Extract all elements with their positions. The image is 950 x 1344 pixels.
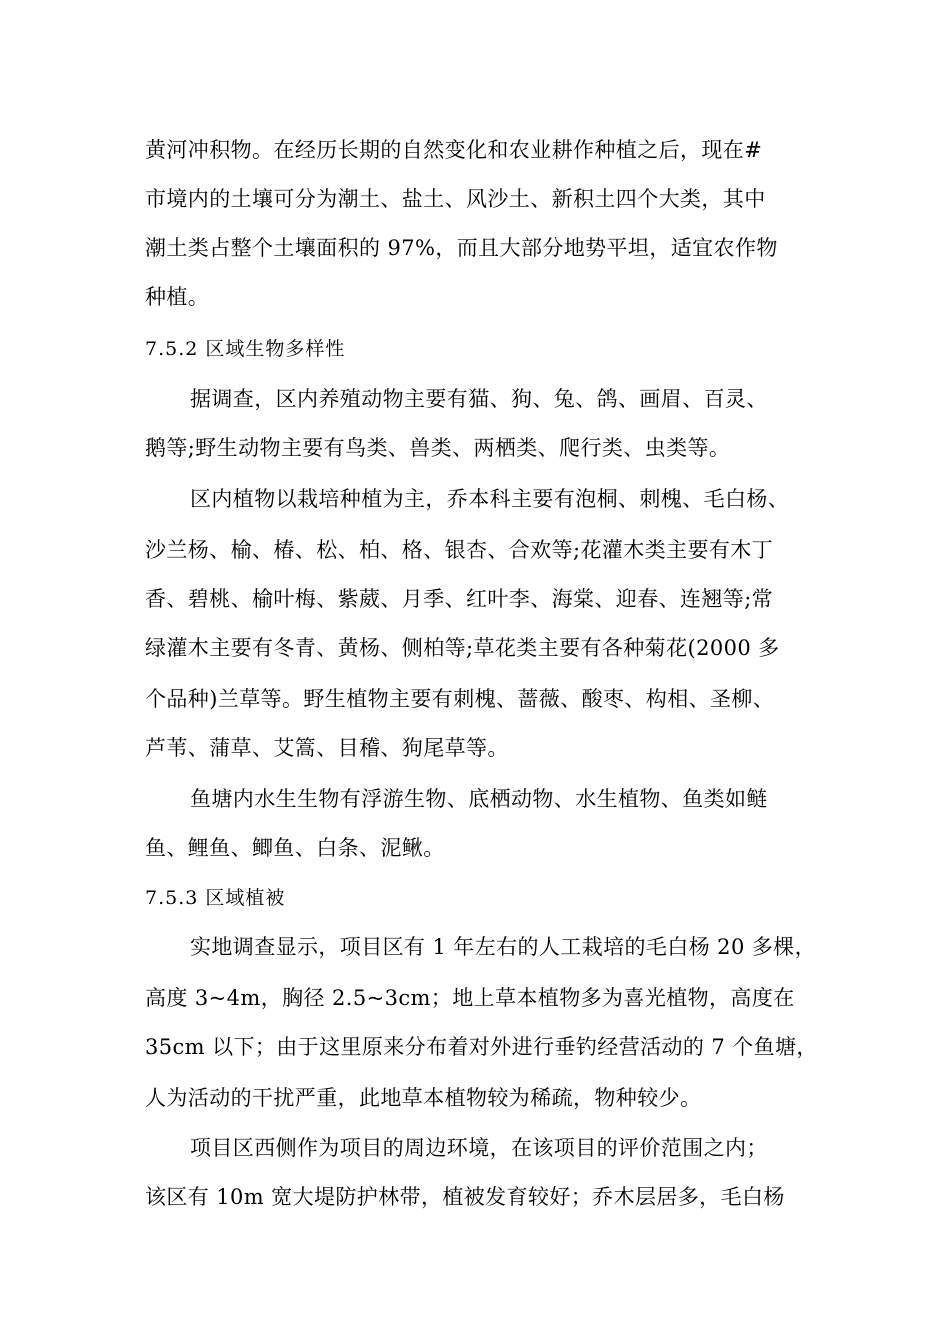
text-line: 人为活动的干扰严重，此地草本植物较为稀疏，物种较少。 — [145, 1086, 702, 1110]
text-line: 高度 3~4m，胸径 2.5~3cm；地上草本植物多为喜光植物，高度在 — [145, 986, 795, 1010]
text-line: 个品种)兰草等。野生植物主要有刺槐、蔷薇、酸枣、构相、圣柳、 — [145, 687, 775, 711]
text-line: 鱼塘内水生生物有浮游生物、底栖动物、水生植物、鱼类如鲢 — [190, 787, 768, 811]
text-line: 绿灌木主要有冬青、黄杨、侧柏等;草花类主要有各种菊花(2000 多 — [145, 636, 780, 660]
text-line: 35cm 以下；由于这里原来分布着对外进行垂钓经营活动的 7 个鱼塘， — [145, 1035, 818, 1059]
text-line: 市境内的土壤可分为潮土、盐土、风沙土、新积土四个大类，其中 — [145, 187, 766, 211]
text-line: 香、碧桃、榆叶梅、紫葳、月季、红叶李、海棠、迎春、连翘等;常 — [145, 587, 774, 611]
text-line: 芦苇、蒲草、艾篙、目稽、狗尾草等。 — [145, 736, 509, 760]
text-line: 黄河冲积物。在经历长期的自然变化和农业耕作种植之后，现在# — [145, 138, 763, 162]
text-line: 据调查，区内养殖动物主要有猫、狗、兔、鸽、画眉、百灵、 — [190, 387, 768, 411]
text-line: 沙兰杨、榆、椿、松、柏、格、银杏、合欢等;花灌木类主要有木丁 — [145, 538, 774, 562]
text-line: 鱼、鲤鱼、鲫鱼、白条、泥鳅。 — [145, 836, 445, 860]
text-line: 潮土类占整个土壤面积的 97%，而且大部分地势平坦，适宜农作物 — [145, 236, 778, 260]
section-heading-7-5-2: 7.5.2 区域生物多样性 — [145, 338, 346, 360]
text-line: 实地调查显示，项目区有 1 年左右的人工栽培的毛白杨 20 多棵， — [190, 935, 816, 959]
section-heading-7-5-3: 7.5.3 区域植被 — [145, 887, 286, 909]
text-line: 区内植物以栽培种植为主，乔本科主要有泡桐、刺槐、毛白杨、 — [190, 487, 790, 511]
text-line: 种植。 — [145, 285, 210, 309]
text-line: 鹅等;野生动物主要有鸟类、兽类、两栖类、爬行类、虫类等。 — [145, 436, 731, 460]
text-line: 该区有 10m 宽大堤防护林带，植被发育较好；乔木层居多，毛白杨 — [145, 1185, 785, 1209]
text-line: 项目区西侧作为项目的周边环境，在该项目的评价范围之内； — [190, 1136, 768, 1160]
